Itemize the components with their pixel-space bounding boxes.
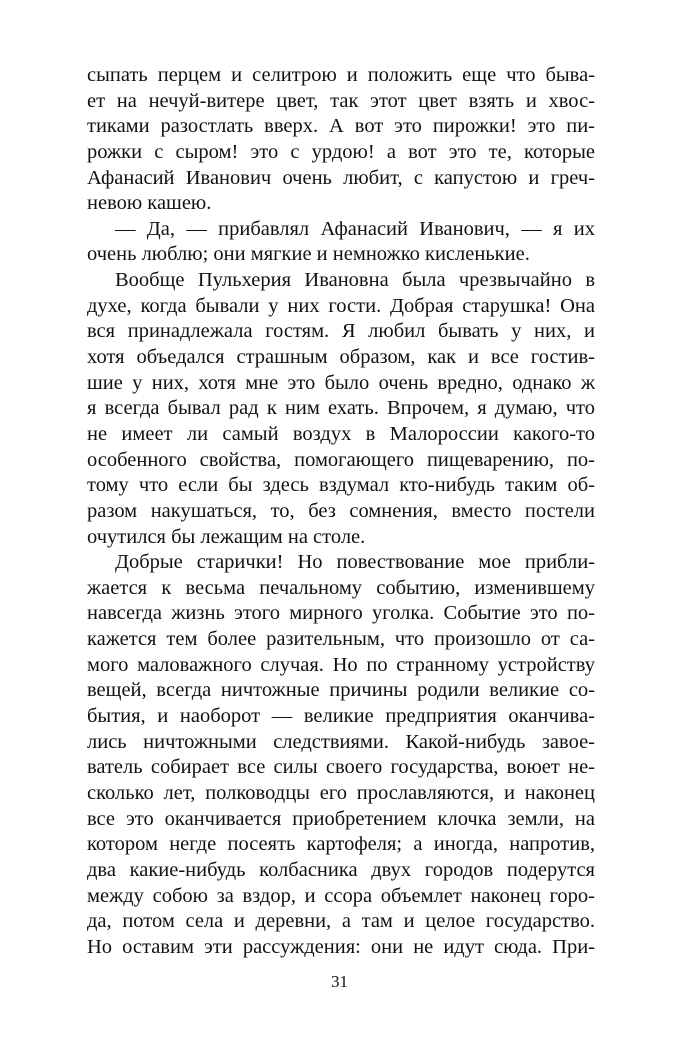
text-line: хотя объедался страшным образом, как и все гостив- — [87, 346, 595, 369]
text-line: не имеет ли самый воздух в Малороссии какого-то — [87, 422, 595, 445]
text-line: Вообще Пульхерия Ивановна была чрезвычайно в — [115, 269, 595, 292]
text-line: да, потом села и деревни, а там и целое государство. — [87, 910, 595, 933]
text-line: ватель собирает все силы своего государства, воюет не- — [87, 756, 595, 779]
text-line: сыпать перцем и селитрою и положить еще что быва- — [87, 64, 595, 86]
text-line: лись ничтожными следствиями. Какой-нибудь завое- — [87, 730, 595, 753]
text-line: очутился бы лежащим на столе. — [87, 525, 366, 548]
text-line: сколько лет, полководцы его прославляются, и наконец — [87, 781, 595, 804]
text-line: тому что если бы здесь вздумал кто-нибудь таким об- — [87, 474, 595, 497]
text-line: разом накушаться, то, без сомнения, вместо постели — [87, 499, 595, 522]
text-line: вещей, всегда ничтожные причины родили великие со- — [87, 679, 595, 702]
paragraph — [87, 268, 595, 550]
paragraph — [87, 63, 595, 217]
text-line: кажется тем более разительным, что произошло от са- — [87, 628, 595, 651]
text-line: мого маловажного случая. Но по странному устройству — [87, 653, 595, 676]
text-line: Но оставим эти рассуждения: они не идут сюда. При- — [87, 935, 595, 958]
text-line: шие у них, хотя мне это было очень вредно, однако ж — [87, 371, 595, 394]
text-line: навсегда жизнь этого мирного уголка. Событие это по- — [87, 602, 595, 625]
text-line: Афанасий Иванович очень любит, с капустою и греч- — [87, 166, 595, 189]
text-line: рожки с сыром! это с урдою! а вот это те, которые — [87, 140, 595, 163]
text-line: жается к весьма печальному событию, изменившему — [87, 576, 595, 599]
text-line: Добрые старички! Но повествование мое прибли- — [115, 551, 595, 574]
text-line: между собою за вздор, и ссора объемлет наконец горо- — [87, 884, 595, 907]
text-line: бытия, и наоборот — великие предприятия оканчива- — [87, 705, 595, 728]
text-line: тиками разостлать вверх. А вот это пирожки! это пи- — [87, 115, 595, 138]
text-line: котором негде посеять картофеля; а иногда, напротив, — [87, 833, 595, 856]
text-line: особенного свойства, помогающего пищеварению, по- — [87, 448, 595, 471]
text-line: невою кашею. — [87, 192, 212, 215]
paragraph — [87, 217, 595, 268]
text-line: очень люблю; они мягкие и немножко кисленькие. — [87, 243, 530, 266]
paragraph — [87, 550, 595, 960]
text-line: — Да, — прибавлял Афанасий Иванович, — я их — [115, 217, 595, 240]
text-line: два какие-нибудь колбасника двух городов подерутся — [87, 858, 595, 881]
text-line: духе, когда бывали у них гости. Добрая старушка! Она — [87, 294, 595, 317]
page-number: 31 — [331, 972, 348, 991]
body-text — [87, 63, 595, 960]
text-line: я всегда бывал рад к ним ехать. Впрочем, я думаю, что — [87, 397, 595, 420]
text-line: ет на нечуй-витере цвет, так этот цвет взять и хвос- — [87, 89, 595, 112]
text-line: вся принадлежала гостям. Я любил бывать у них, и — [87, 320, 595, 343]
text-line: все это оканчивается приобретением клочка земли, на — [87, 807, 595, 830]
